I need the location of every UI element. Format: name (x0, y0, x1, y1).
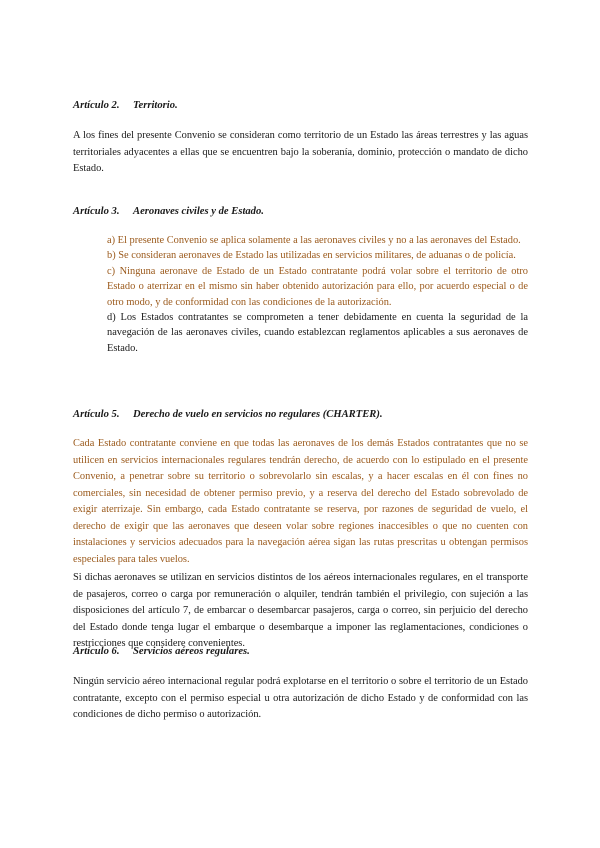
article-2-paragraph: A los fines del presente Convenio se consideran como territorio de un Estado las áreas terrestres y las aguas territoriales adyacentes a ellas que se encuentren bajo la soberanía, dominio, protección o mandato de dicho Estado. (73, 130, 528, 174)
article-2-title: Territorio. (133, 100, 178, 111)
article-5-title: Derecho de vuelo en servicios no regulares (CHARTER). (133, 409, 383, 420)
article-3-item-d: d) Los Estados contratantes se comprometen a tener debidamente en cuenta la seguridad de la navegación de las aeronaves civiles, cuando establezcan reglamentos aplicables a sus aeronaves de Estado. (107, 312, 528, 354)
article-3-number: Artículo 3. (73, 206, 120, 217)
article-3-title: Aeronaves civiles y de Estado. (133, 206, 264, 217)
article-6-title: Servicios aéreos regulares. (133, 646, 250, 657)
article-2-number: Artículo 2. (73, 100, 120, 111)
article-2-heading (73, 100, 178, 111)
article-3-item-a: a) El presente Convenio se aplica solamente a las aeronaves civiles y no a las aeronaves del Estado. (107, 235, 521, 246)
article-3-list (107, 233, 528, 356)
article-5-number: Artículo 5. (73, 409, 120, 420)
article-3-item-c: c) Ninguna aeronave de Estado de un Estado contratante podrá volar sobre el territorio de otro Estado o aterrizar en el mismo sin haber obtenido autorización para ello, por acuerdo especial o de otro modo, y de conformidad con las condiciones de la autorización. (107, 265, 528, 308)
article-6-number: Artículo 6. (73, 646, 120, 657)
article-6-paragraph: Ningún servicio aéreo internacional regular podrá explotarse en el territorio o sobre el territorio de un Estado contratante, excepto con el permiso especial u otra autorización de dicho Estado y de conformidad con las condiciones de dicho permiso o autorización. (73, 676, 528, 720)
article-6-heading (73, 646, 250, 657)
article-5-paragraph-1: Cada Estado contratante conviene en que todas las aeronaves de los demás Estados contratantes que no se utilicen en servicios internacionales regulares tendrán derecho, de acuerdo con lo estipulado en el presente Convenio, a penetrar sobre su territorio o sobrevolarlo sin escalas, y a hacer escalas en él con fines no comerciales, sin necesidad de obtener permiso previo, y a reserva del derecho del Estado sobrevolado de exigir aterrizaje. Sin embargo, cada Estado contratante se reserva, por razones de seguridad de vuelo, el derecho de exigir que las aeronaves que deseen volar sobre regiones inaccesibles o que no cuenten con instalaciones y servicios adecuados para la navegación aérea sigan las rutas prescritas u obtengan permisos especiales para tales vuelos. (73, 438, 528, 565)
article-3-heading (73, 206, 264, 217)
article-5-heading (73, 409, 383, 420)
article-5-paragraph-2: Si dichas aeronaves se utilizan en servicios distintos de los aéreos internacionales regulares, en el transporte de pasajeros, correo o carga por remuneración o alquiler, tendrán también el privilegio, con sujeción a las disposiciones del artículo 7, de embarcar o desembarcar pasajeros, carga o correo, sin perjuicio del derecho del Estado donde tenga lugar el embarque o desembarque a imponer las reglamentaciones, condiciones o restricciones que considere convenientes. (73, 572, 528, 649)
article-3-item-b: b) Se consideran aeronaves de Estado las utilizadas en servicios militares, de aduanas o de policía. (107, 250, 516, 262)
